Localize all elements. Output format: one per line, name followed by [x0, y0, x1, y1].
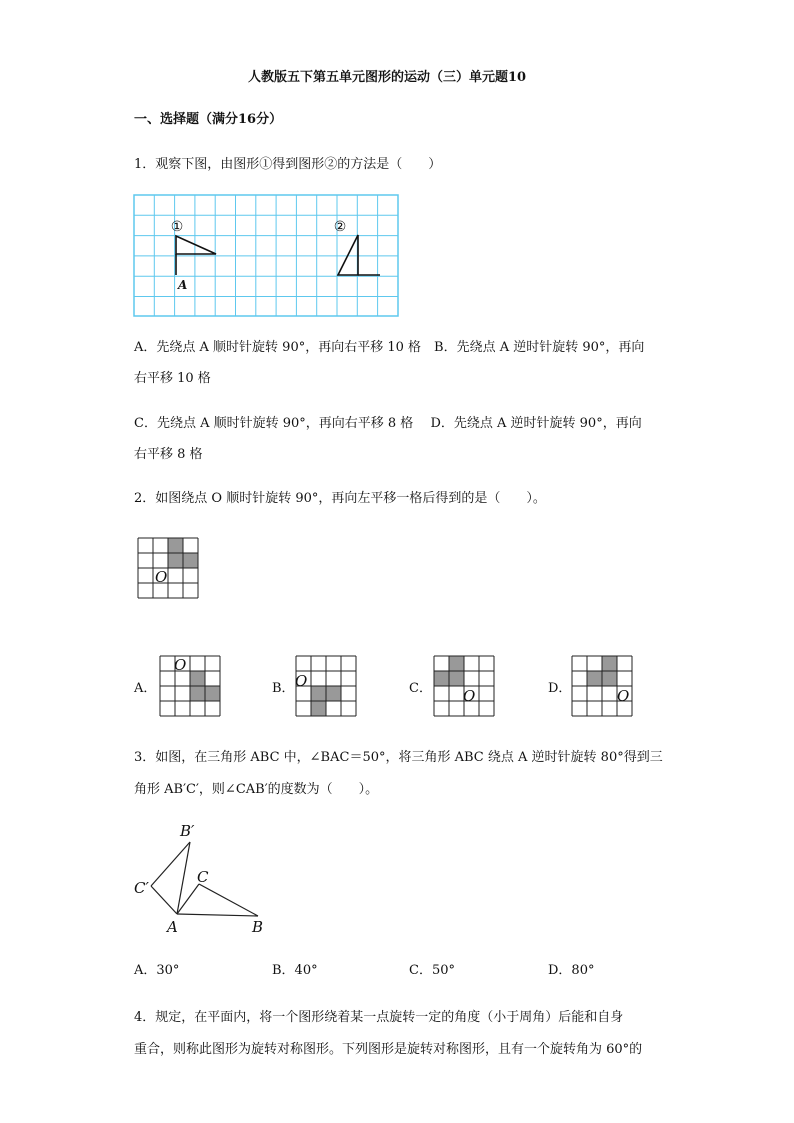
q3-triangle-figure: [130, 818, 280, 940]
q3-option-c: C．50°: [409, 963, 455, 978]
svg-text:O: O: [463, 687, 476, 705]
q2-option-b-figure[interactable]: [296, 656, 358, 718]
q2-option-d-figure[interactable]: [572, 656, 634, 718]
q1-stem: 1．观察下图，由图形①得到图形②的方法是（ ）: [134, 157, 442, 172]
q3-stem-line1: 3．如图，在三角形 ABC 中，∠BAC＝50°，将三角形 ABC 绕点 A 逆时针旋转 80°得到三: [134, 750, 663, 765]
svg-text:C: C: [197, 868, 209, 886]
q1-grid-figure: [134, 195, 400, 319]
document-title: 人教版五下第五单元图形的运动（三）单元题10: [248, 70, 527, 85]
svg-text:A: A: [167, 918, 178, 936]
svg-text:B′: B′: [180, 822, 195, 840]
q2-option-b-label: B．: [272, 681, 295, 696]
q1-options-line3: C．先绕点 A 顺时针旋转 90°，再向右平移 8 格 D．先绕点 A 逆时针旋转 90°，再向: [134, 416, 642, 431]
q3-option-d: D．80°: [548, 963, 595, 978]
q1-options-line4: 右平移 8 格: [134, 447, 203, 462]
q2-option-c-label: C．: [409, 681, 432, 696]
section-heading: 一、选择题（满分16分）: [134, 112, 283, 127]
q2-option-a-label: A．: [134, 681, 157, 696]
q2-main-figure: [138, 538, 200, 600]
q2-option-a-figure[interactable]: [160, 656, 222, 718]
q3-option-a: A．30°: [134, 963, 180, 978]
figure-1-label: ①: [170, 219, 184, 235]
svg-text:O: O: [617, 687, 630, 705]
q1-options-line1: A．先绕点 A 顺时针旋转 90°，再向右平移 10 格 B．先绕点 A 逆时针旋转 90°，再向: [134, 340, 645, 355]
q4-stem-line2: 重合，则称此图形为旋转对称图形。下列图形是旋转对称图形，且有一个旋转角为 60°的: [134, 1042, 643, 1057]
svg-text:O: O: [174, 656, 187, 674]
q2-option-c-figure[interactable]: [434, 656, 496, 718]
svg-text:B: B: [252, 918, 264, 936]
q1-options-line2: 右平移 10 格: [134, 371, 211, 386]
point-a-label: A: [178, 278, 188, 292]
q3-option-b: B．40°: [272, 963, 318, 978]
svg-text:C′: C′: [134, 879, 149, 897]
q3-stem-line2: 角形 AB′C′，则∠CAB′的度数为（ ）。: [134, 782, 379, 797]
q4-stem-line1: 4．规定，在平面内，将一个图形绕着某一点旋转一定的角度（小于周角）后能和自身: [134, 1010, 624, 1025]
q2-option-d-label: D．: [548, 681, 572, 696]
figure-2-label: ②: [333, 219, 347, 235]
q2-stem: 2．如图绕点 O 顺时针旋转 90°，再向左平移一格后得到的是（ ）。: [134, 491, 546, 506]
svg-text:O: O: [295, 672, 308, 690]
q2-point-o: O: [155, 568, 168, 586]
